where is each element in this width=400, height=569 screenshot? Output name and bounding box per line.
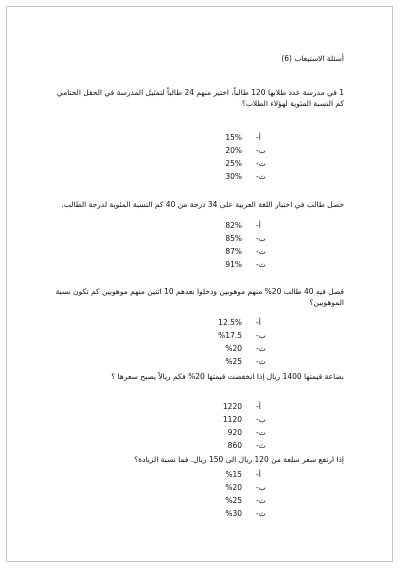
q3-option-a-label: أ- (256, 318, 261, 327)
q5-option-b-label: ب- (256, 483, 266, 492)
q2-option-c-value: 87% (225, 247, 242, 256)
q2-option-b-label: ب- (256, 234, 266, 243)
q5-option-d-value: %30 (225, 509, 242, 518)
q2-option-d-value: 91% (225, 260, 242, 269)
q1-option-c-label: ت- (256, 159, 266, 168)
document-page (6, 6, 393, 562)
question-5-text: إذا ارتفع سعر سلعة من 120 ريال الى 150 ريال. فما نسبة الزيادة؟ (134, 455, 344, 464)
question-3-text: فصل فيه 40 طالب 20% منهم موهوبين ودخلوا بعدهم 10 اثنين منهم موهوبين كم تكون نسبة الموهوبين؟ (55, 287, 344, 307)
q1-option-a-value: 15% (225, 133, 242, 142)
q5-option-c-label: ت- (256, 496, 266, 505)
q2-option-d-label: ث- (256, 260, 266, 269)
q1-option-d-value: 30% (225, 172, 242, 181)
q5-option-a-value: %15 (225, 470, 242, 479)
q1-option-d-label: ث- (256, 172, 266, 181)
q3-option-d-label: ث- (256, 357, 266, 366)
question-4-text: بضاعة قيمتها 1400 ريال إذا انخفضت قيمتها 20% فكم ريالاً يصبح سعرها ؟ (111, 372, 344, 381)
q2-option-a-value: 82% (225, 221, 242, 230)
q3-option-a-value: 12.5% (218, 318, 242, 327)
q3-option-b-label: ب- (256, 331, 266, 340)
q5-option-a-label: أ- (256, 470, 261, 479)
question-2-text: حصل طالب في اختبار اللغة العربية على 34 درجة من 40 كم النسبة المئوية لدرجة الطالب. (61, 200, 344, 209)
q4-option-c-value: 920 (227, 428, 242, 437)
q3-option-d-value: %25 (225, 357, 242, 366)
q2-option-b-value: 85% (225, 234, 242, 243)
q1-option-b-value: 20% (225, 146, 242, 155)
q3-option-b-value: %17.5 (218, 331, 242, 340)
q4-option-a-value: 1220 (222, 402, 242, 411)
q4-option-c-label: ت- (256, 428, 266, 437)
q5-option-d-label: ث- (256, 509, 266, 518)
q2-option-c-label: ت- (256, 247, 266, 256)
q4-option-a-label: أ- (256, 402, 261, 411)
page-title: أسئلة الاستيعاب (6) (281, 54, 344, 63)
q3-option-c-label: ت- (256, 344, 266, 353)
question-1-text: 1 في مدرسة عدد طلابها 120 طالباً، اختير منهم 24 طالباً لتمثيل المدرسة في الحفل الختامي كم النسبة المئوية لهؤلاء الطلاب؟ (56, 88, 344, 108)
q3-option-c-value: %20 (225, 344, 242, 353)
q5-option-c-value: %25 (225, 496, 242, 505)
q4-option-b-label: ب- (256, 415, 266, 424)
q5-option-b-value: %20 (225, 483, 242, 492)
q1-option-b-label: ب- (256, 146, 266, 155)
q2-option-a-label: أ- (256, 221, 261, 230)
q4-option-b-value: 1120 (222, 415, 242, 424)
q1-option-c-value: 25% (225, 159, 242, 168)
q1-option-a-label: أ- (256, 133, 261, 142)
q4-option-d-label: ث- (256, 441, 266, 450)
q4-option-d-value: 860 (227, 441, 242, 450)
